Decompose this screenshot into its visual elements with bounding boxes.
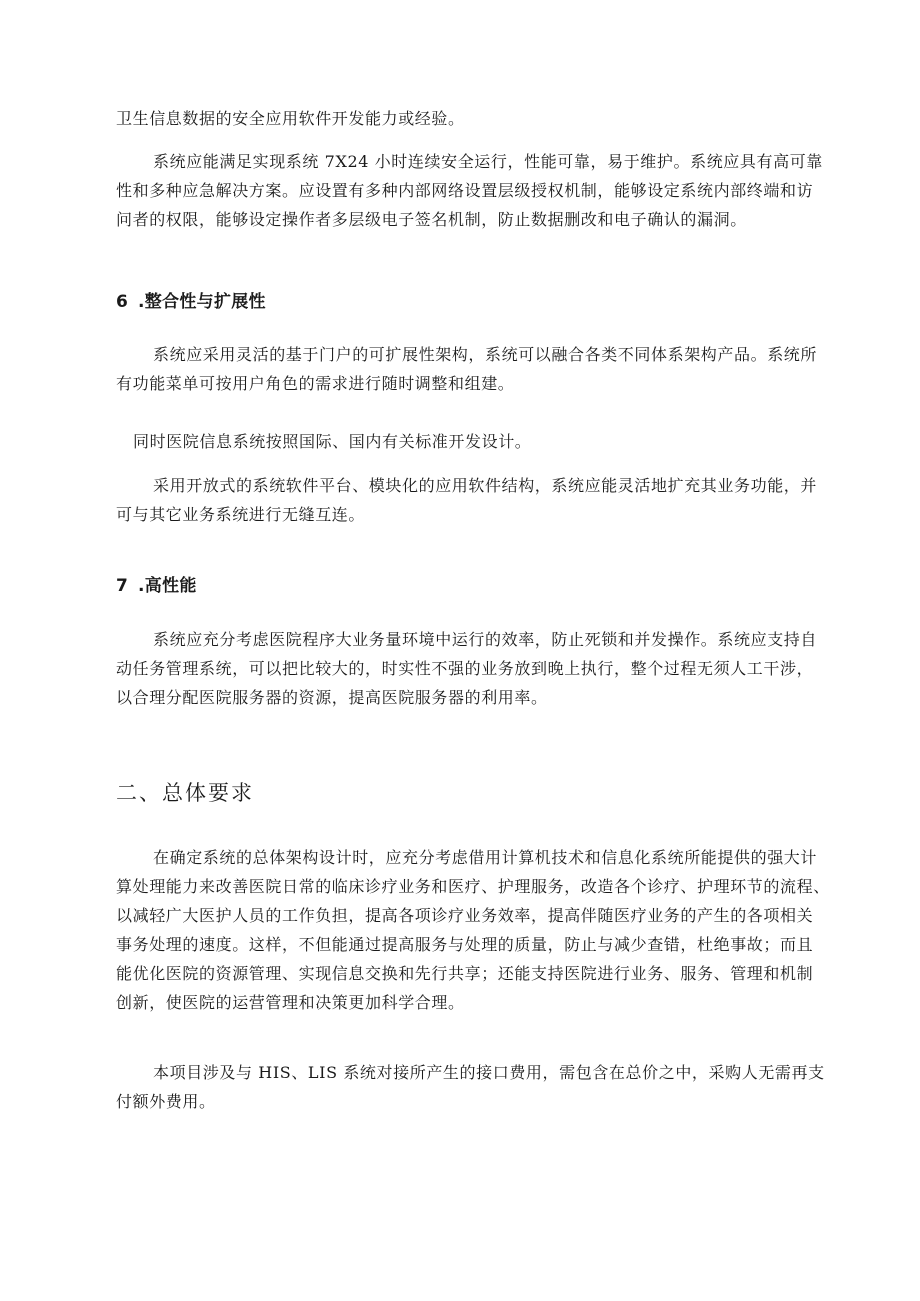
text-line: 创新，使医院的运营管理和决策更加科学合理。 bbox=[116, 993, 465, 1012]
paragraph-performance bbox=[116, 625, 832, 712]
heading-number: 6 bbox=[116, 292, 129, 312]
text-line: 可与其它业务系统进行无缝互连。 bbox=[116, 505, 366, 524]
text-line: 系统应能满足实现系统 7X24 小时连续安全运行，性能可靠，易于维护。系统应具有高可靠 bbox=[153, 152, 823, 171]
paragraph-reliability bbox=[116, 147, 832, 234]
text-line: 有功能菜单可按用户角色的需求进行随时调整和组建。 bbox=[116, 374, 515, 393]
text-line: 以合理分配医院服务器的资源，提高医院服务器的利用率。 bbox=[116, 688, 548, 707]
text-line: 能优化医院的资源管理、实现信息交换和先行共享；还能支持医院进行业务、服务、管理和机制 bbox=[116, 964, 814, 983]
paragraph-intro-continuation bbox=[116, 104, 832, 133]
text-line: 问者的权限，能够设定操作者多层级电子签名机制，防止数据删改和电子确认的漏洞。 bbox=[116, 210, 747, 229]
text-line: 以减轻广大医护人员的工作负担，提高各项诊疗业务效率，提高伴随医疗业务的产生的各项相关 bbox=[116, 906, 814, 925]
text-line: 采用开放式的系统软件平台、模块化的应用软件结构，系统应能灵活地扩充其业务功能，并 bbox=[153, 476, 818, 495]
text-line: 算处理能力来改善医院日常的临床诊疗业务和医疗、护理服务，改造各个诊疗、护理环节的流程、 bbox=[116, 877, 830, 896]
heading-high-performance bbox=[116, 571, 197, 596]
text-line: 动任务管理系统，可以把比较大的，时实性不强的业务放到晚上执行，整个过程无须人工干涉， bbox=[116, 659, 814, 678]
text-line: 系统应充分考虑医院程序大业务量环境中运行的效率，防止死锁和并发操作。系统应支持自 bbox=[153, 630, 818, 649]
text-line: 在确定系统的总体架构设计时，应充分考虑借用计算机技术和信息化系统所能提供的强大计 bbox=[153, 848, 818, 867]
paragraph-interface-fees bbox=[116, 1058, 832, 1116]
section-heading-overall-requirements: 二、总体要求 bbox=[116, 781, 254, 805]
text-line: 卫生信息数据的安全应用软件开发能力或经验。 bbox=[116, 109, 465, 128]
paragraph-overall-architecture bbox=[116, 843, 832, 1017]
text-line: 同时医院信息系统按照国际、国内有关标准开发设计。 bbox=[133, 432, 532, 451]
heading-integration-extensibility bbox=[116, 287, 266, 312]
text-line: 付额外费用。 bbox=[116, 1092, 216, 1111]
paragraph-open-platform bbox=[116, 471, 832, 529]
heading-title: .整合性与扩展性 bbox=[138, 292, 266, 312]
heading-title: .高性能 bbox=[138, 576, 197, 596]
paragraph-architecture bbox=[116, 340, 832, 398]
text-line: 本项目涉及与 HIS、LIS 系统对接所产生的接口费用，需包含在总价之中，采购人无需再支 bbox=[153, 1063, 825, 1082]
text-line: 系统应采用灵活的基于门户的可扩展性架构，系统可以融合各类不同体系架构产品。系统所 bbox=[153, 345, 818, 364]
paragraph-standards bbox=[116, 427, 832, 456]
text-line: 性和多种应急解决方案。应设置有多种内部网络设置层级授权机制，能够设定系统内部终端和访 bbox=[116, 181, 814, 200]
heading-number: 7 bbox=[116, 576, 129, 596]
text-line: 事务处理的速度。这样，不但能通过提高服务与处理的质量，防止与减少查错，杜绝事故；而且 bbox=[116, 935, 814, 954]
